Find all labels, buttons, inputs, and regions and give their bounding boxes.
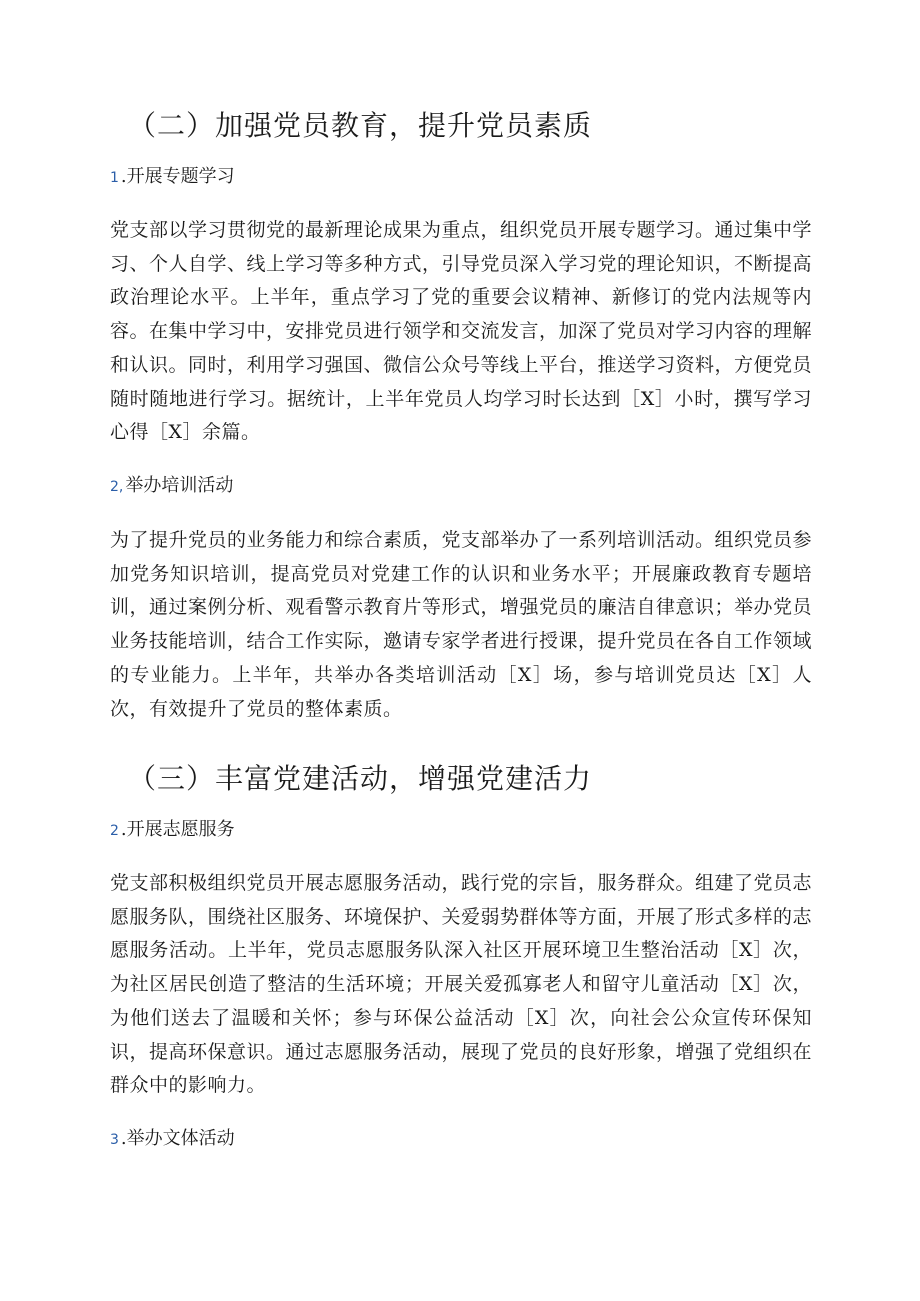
sub-heading-topic-study — [110, 162, 235, 188]
sub-heading-volunteer — [110, 815, 235, 841]
paragraph-training: 为了提升党员的业务能力和综合素质，党支部举办了一系列培训活动。组织党员参加党务知识培训，提高党员对党建工作的认识和业务水平；开展廉政教育专题培训，通过案例分析、观看警示教育片等形式，增强党员的廉洁自律意识；举办党员业务技能培训，结合工作实际，邀请专家学者进行授课，提升党员在各自工作领域的专业能力。上半年，共举办各类培训活动［X］场，参与培训党员达［X］人次，有效提升了党员的整体素质。 — [110, 529, 813, 720]
sub-heading-training — [110, 471, 233, 497]
sub-heading-number: 3 — [110, 1132, 119, 1148]
sub-heading-number: 2 — [110, 823, 119, 839]
sub-heading-culture-sports — [110, 1124, 235, 1150]
section-heading-2: （二）加强党员教育，提升党员素质 — [128, 109, 593, 142]
paragraph-topic-study: 党支部以学习贯彻党的最新理论成果为重点，组织党员开展专题学习。通过集中学习、个人自学、线上学习等多种方式，引导党员深入学习党的理论知识，不断提高政治理论水平。上半年，重点学习了党的重要会议精神、新修订的党内法规等内容。在集中学习中，安排党员进行领学和交流发言，加深了党员对学习内容的理解和认识。同时，利用学习强国、微信公众号等线上平台，推送学习资料，方便党员随时随地进行学习。据统计，上半年党员人均学习时长达到［X］小时，撰写学习心得［X］余篇。 — [110, 219, 813, 444]
sub-heading-number: 1 — [110, 170, 119, 186]
sub-heading-title: .开展志愿服务 — [120, 819, 235, 840]
sub-heading-number: 2, — [110, 479, 124, 495]
sub-heading-title: .开展专题学习 — [120, 166, 235, 187]
paragraph-volunteer: 党支部积极组织党员开展志愿服务活动，践行党的宗旨，服务群众。组建了党员志愿服务队，围绕社区服务、环境保护、关爱弱势群体等方面，开展了形式多样的志愿服务活动。上半年，党员志愿服务队深入社区开展环境卫生整治活动［X］次，为社区居民创造了整洁的生活环境；开展关爱孤寡老人和留守儿童活动［X］次，为他们送去了温暖和关怀；参与环保公益活动［X］次，向社会公众宣传环保知识，提高环保意识。通过志愿服务活动，展现了党员的良好形象，增强了党组织在群众中的影响力。 — [110, 872, 813, 1097]
section-heading-3: （三）丰富党建活动，增强党建活力 — [128, 762, 593, 795]
sub-heading-title: 举办培训活动 — [125, 475, 234, 496]
sub-heading-title: .举办文体活动 — [120, 1128, 235, 1149]
